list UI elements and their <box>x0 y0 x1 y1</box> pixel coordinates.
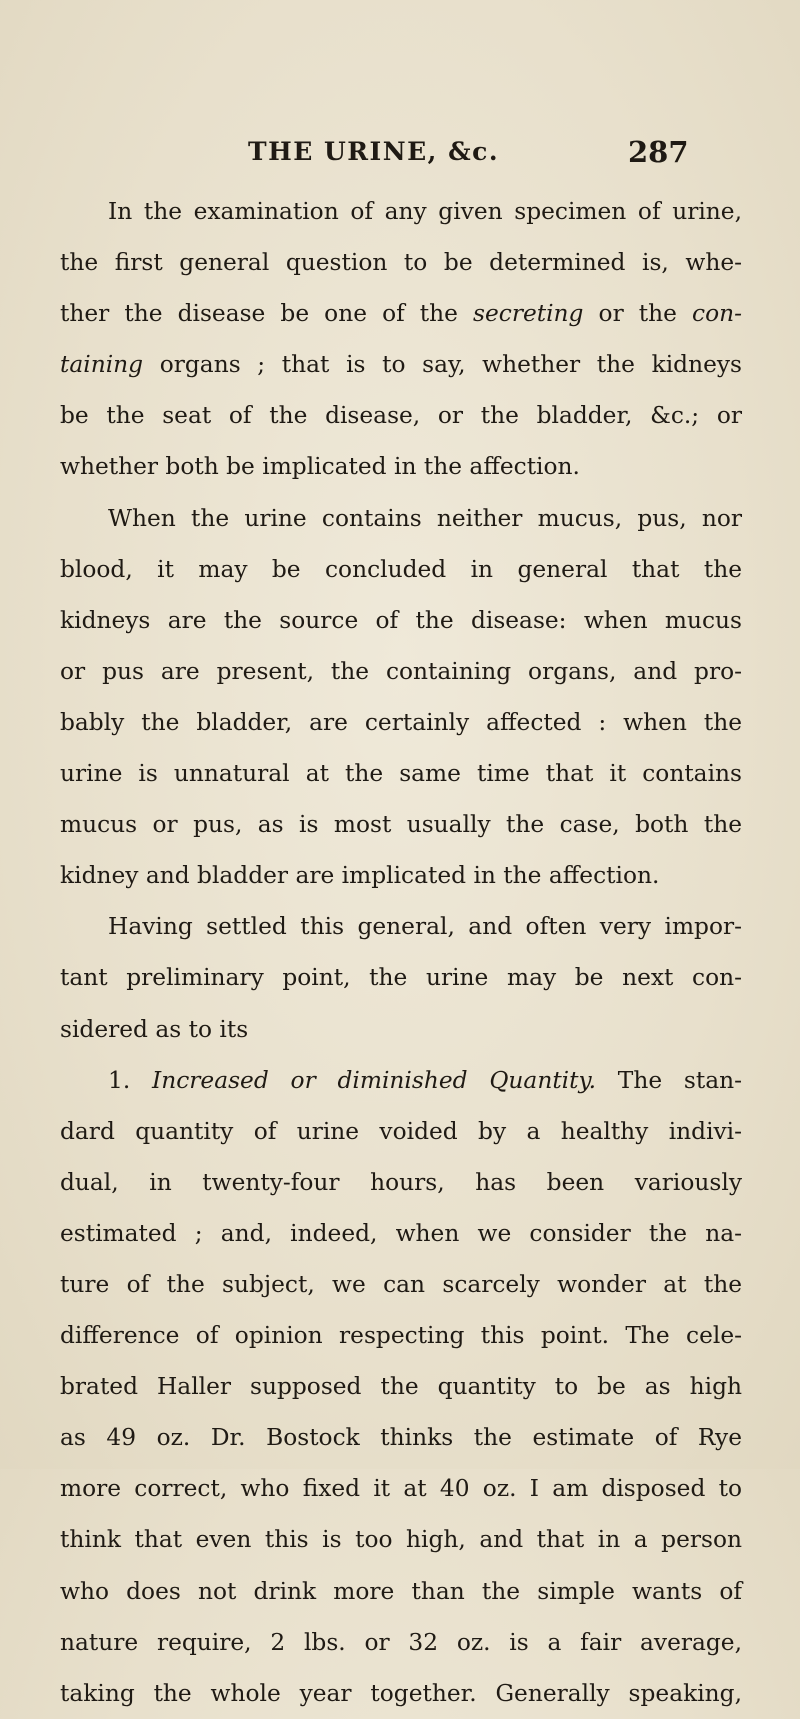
text-line <box>60 799 742 850</box>
text-line <box>60 1004 742 1055</box>
text-segment: whether both be implicated in the affection. <box>60 453 580 481</box>
text-line <box>60 901 742 952</box>
text-segment: kidneys are the source of the disease: when mucus <box>60 606 742 634</box>
text-segment: tant preliminary point, the urine may be next con- <box>60 964 742 992</box>
running-head: THE URINE, &c. <box>248 137 500 166</box>
text-line <box>60 1208 742 1259</box>
text-line <box>60 237 742 288</box>
body-text <box>60 186 742 1719</box>
text-line <box>60 595 742 646</box>
text-line <box>60 697 742 748</box>
text-line <box>60 441 742 492</box>
text-line <box>60 390 742 441</box>
text-segment: ther the disease be one of the <box>60 300 474 328</box>
text-segment: or pus are present, the containing organs, and pro- <box>60 657 742 685</box>
text-segment: sidered as to its <box>60 1015 249 1043</box>
text-segment: mucus or pus, as is most usually the case, both the <box>60 811 742 839</box>
text-line <box>60 1361 742 1412</box>
text-line <box>60 288 742 339</box>
text-segment: organs ; that is to say, whether the kidneys <box>143 351 742 379</box>
page-header <box>0 128 800 176</box>
text-segment: the first general question to be determined is, whe- <box>60 249 742 277</box>
text-segment: dard quantity of urine voided by a healthy indivi- <box>60 1117 742 1145</box>
text-segment: think that even this is too high, and that in a person <box>60 1526 742 1554</box>
text-line <box>60 1106 742 1157</box>
text-segment: or the <box>583 300 693 328</box>
text-segment: be the seat of the disease, or the bladder, &c.; or <box>60 402 742 430</box>
text-line <box>60 1617 742 1668</box>
text-segment: Having settled this general, and often very impor- <box>108 913 742 941</box>
text-segment: blood, it may be concluded in general that the <box>60 555 742 583</box>
text-line <box>60 1259 742 1310</box>
text-segment: nature require, 2 lbs. or 32 oz. is a fair average, <box>60 1628 742 1656</box>
text-line <box>60 544 742 595</box>
text-segment: ture of the subject, we can scarcely wonder at the <box>60 1270 742 1298</box>
italic-text: taining <box>60 351 144 379</box>
text-line <box>60 646 742 697</box>
page-number: 287 <box>628 135 689 169</box>
italic-text: Increased or diminished Quantity. <box>152 1066 596 1094</box>
text-line <box>60 339 742 390</box>
text-segment: as 49 oz. Dr. Bostock thinks the estimate of Rye <box>60 1424 742 1452</box>
text-segment: dual, in twenty-four hours, has been variously <box>60 1168 742 1196</box>
italic-text: secreting <box>473 300 584 328</box>
text-segment: taking the whole year together. Generally speaking, <box>60 1679 742 1707</box>
text-line <box>60 1157 742 1208</box>
text-segment: When the urine contains neither mucus, pus, nor <box>108 504 742 532</box>
text-line <box>60 1514 742 1565</box>
text-line <box>60 952 742 1003</box>
text-line <box>60 1412 742 1463</box>
text-line <box>60 1566 742 1617</box>
text-line <box>60 493 742 544</box>
text-segment: 1. <box>108 1066 153 1094</box>
text-line <box>60 1463 742 1514</box>
text-line <box>60 186 742 237</box>
italic-text: con- <box>692 300 742 328</box>
text-segment: difference of opinion respecting this point. The cele- <box>60 1322 742 1350</box>
text-line <box>60 1310 742 1361</box>
text-line <box>60 748 742 799</box>
text-segment: more correct, who fixed it at 40 oz. I am disposed to <box>60 1475 742 1503</box>
text-segment: who does not drink more than the simple wants of <box>60 1577 742 1605</box>
text-segment: brated Haller supposed the quantity to be as high <box>60 1373 742 1401</box>
text-segment: estimated ; and, indeed, when we consider the na- <box>60 1219 742 1247</box>
text-segment: bably the bladder, are certainly affected : when the <box>60 708 742 736</box>
text-segment: urine is unnatural at the same time that it contains <box>60 760 742 788</box>
text-segment: The stan- <box>595 1066 742 1094</box>
text-line <box>60 850 742 901</box>
text-segment: In the examination of any given specimen of urine, <box>108 198 742 225</box>
text-line <box>60 1055 742 1106</box>
text-segment: kidney and bladder are implicated in the affection. <box>60 862 660 890</box>
text-line <box>60 1668 742 1719</box>
